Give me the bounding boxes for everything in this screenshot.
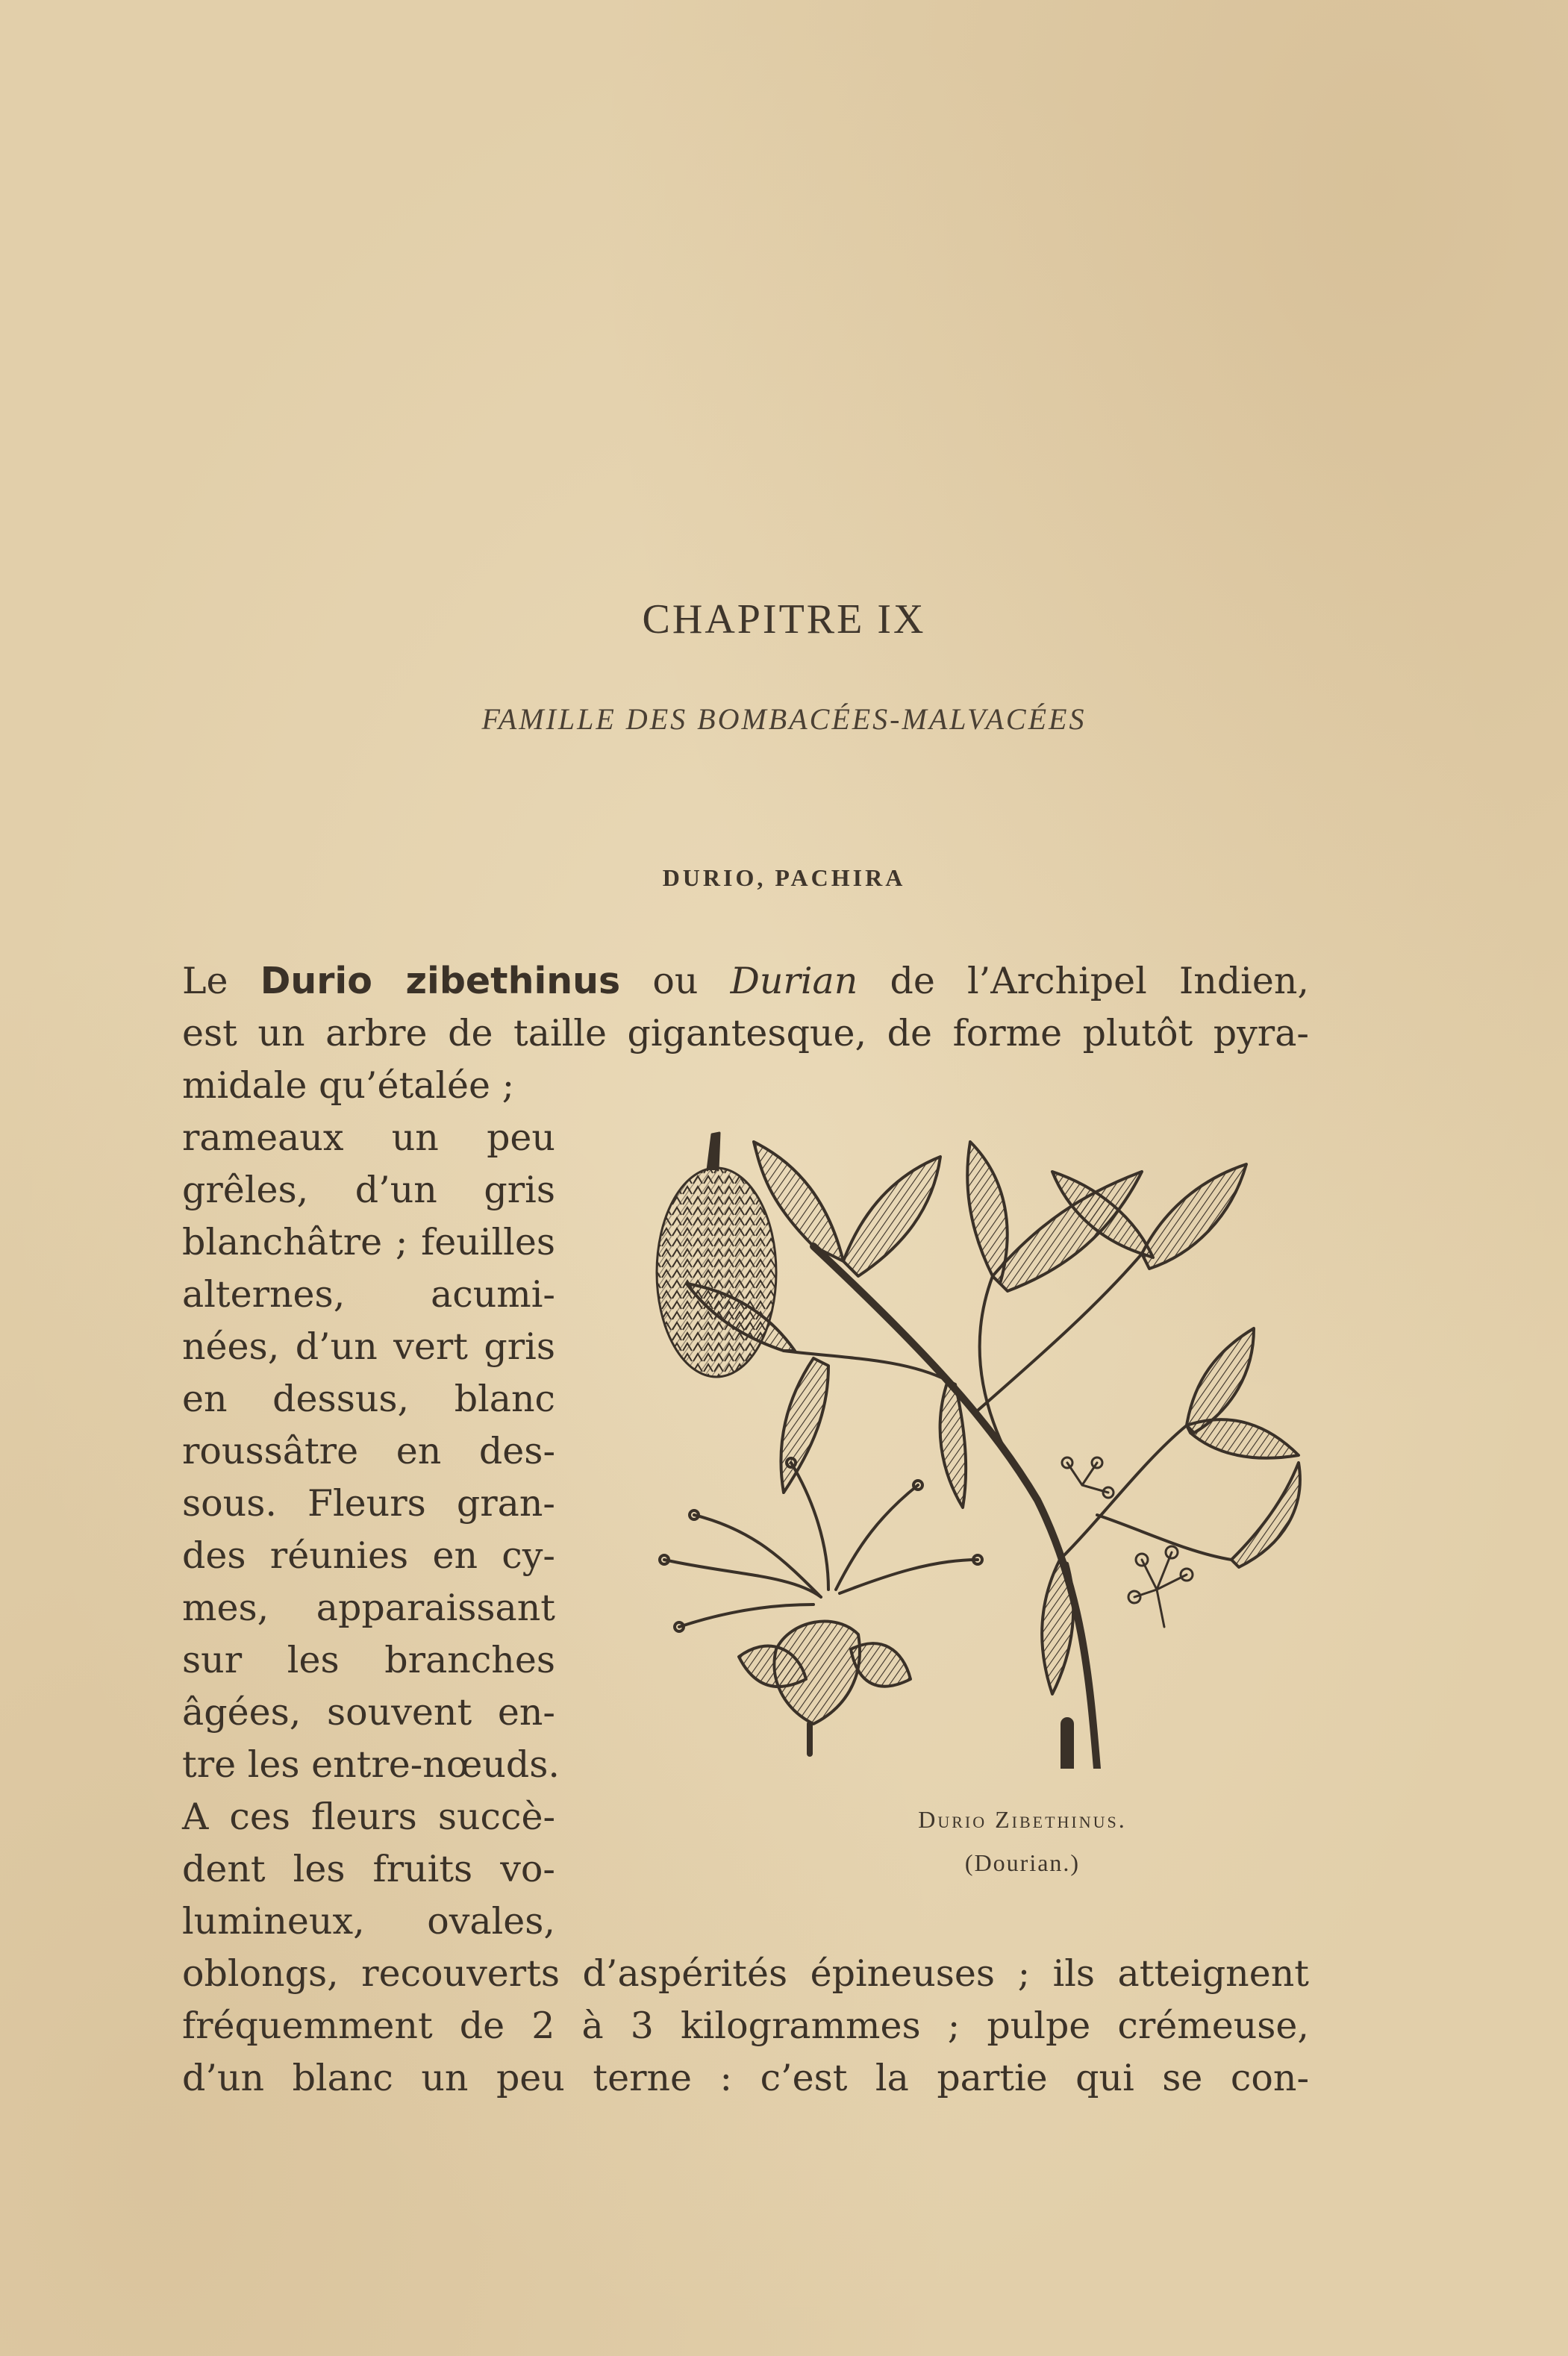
paragraph-line: d’un blanc un peu terne : c’est la partie qui se con-: [182, 2057, 1309, 2099]
paragraph-line: mes, apparaissant: [182, 1587, 555, 1629]
paragraph-line: alternes, acumi-: [182, 1273, 555, 1316]
paragraph-line: midale qu’étalée ;: [182, 1064, 515, 1107]
durian-illustration: [619, 1112, 1314, 1769]
paragraph-line: oblongs, recouverts d’aspérités épineuses ; ils atteignent: [182, 1952, 1309, 1995]
section-title: DURIO, PACHIRA: [662, 864, 906, 891]
paragraph-line: âgées, souvent en-: [182, 1691, 555, 1734]
paragraph-line: fréquemment de 2 à 3 kilogrammes ; pulpe crémeuse,: [182, 2005, 1309, 2047]
paragraph-line: dent les fruits vo-: [182, 1848, 555, 1890]
common-name: Durian: [730, 960, 858, 1002]
figure-caption-common: (Dourian.): [964, 1849, 1081, 1876]
chapter-title: CHAPITRE IX: [642, 596, 926, 643]
paragraph-line: sous. Fleurs gran-: [182, 1482, 555, 1525]
paragraph-line: lumineux, ovales,: [182, 1900, 555, 1943]
paragraph-line: sur les branches: [182, 1639, 555, 1681]
paragraph-line: en dessus, blanc: [182, 1378, 555, 1420]
paragraph-line: nées, d’un vert gris: [182, 1325, 555, 1368]
paragraph-line: est un arbre de taille gigantesque, de forme plutôt pyra-: [182, 1012, 1309, 1054]
line-text: de l’Archipel Indien,: [858, 960, 1309, 1002]
paragraph-line: tre les entre-nœuds.: [182, 1743, 560, 1786]
flower: [660, 1458, 982, 1754]
paragraph-line: des réunies en cy-: [182, 1534, 555, 1577]
paragraph-line: roussâtre en des-: [182, 1430, 555, 1472]
line-text: Le: [182, 960, 260, 1002]
family-title: FAMILLE DES BOMBACÉES-MALVACÉES: [481, 702, 1087, 736]
paragraph-line: [182, 955, 1309, 1007]
paragraph-line: blanchâtre ; feuilles: [182, 1221, 555, 1263]
paragraph-line: A ces fleurs succè-: [182, 1796, 555, 1838]
line-text: ou: [620, 960, 731, 1002]
paragraph-line: grêles, d’un gris: [182, 1169, 555, 1211]
species-name: Durio zibethinus: [260, 960, 621, 1002]
figure-caption: Durio Zibethinus.: [918, 1806, 1127, 1833]
paragraph-line: rameaux un peu: [182, 1116, 555, 1159]
